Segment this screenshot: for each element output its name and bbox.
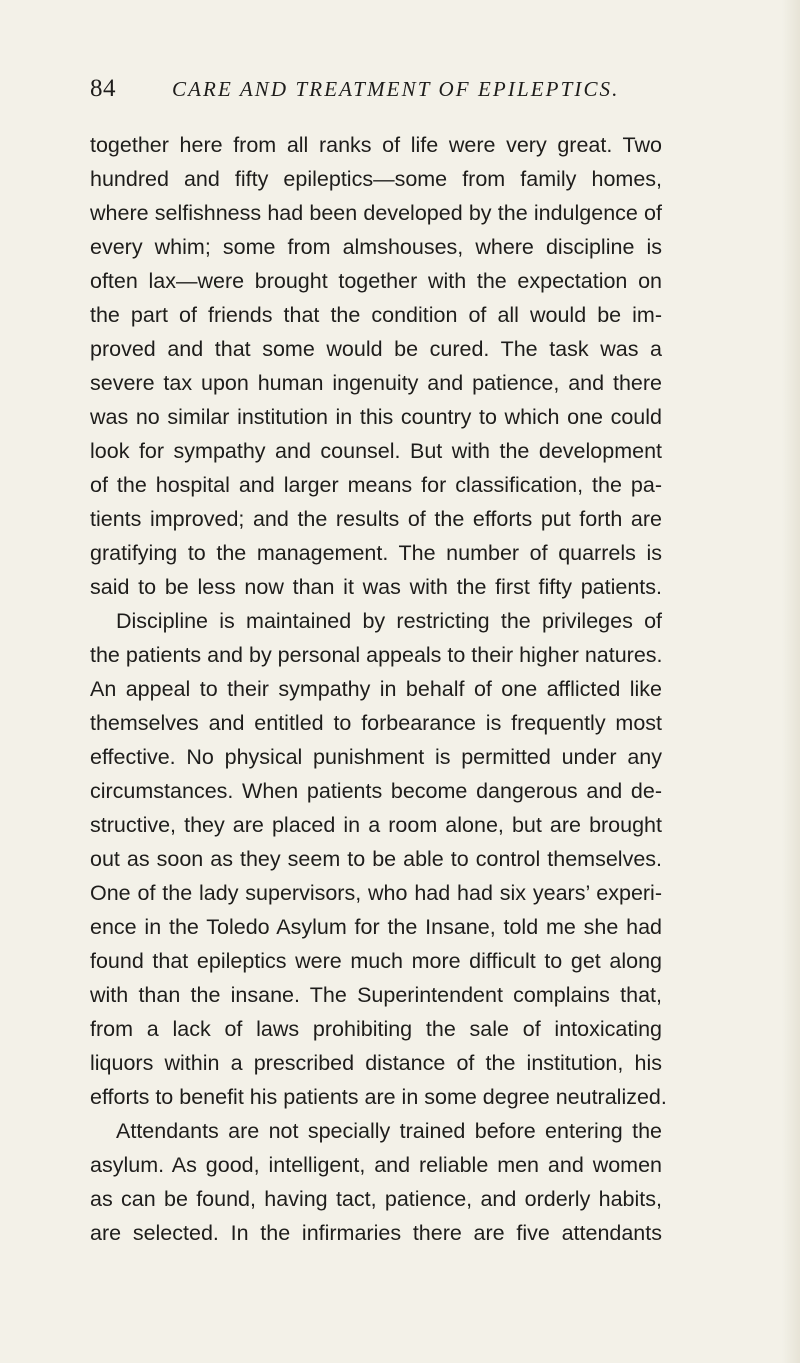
text-line: of the hospital and larger means for classification, the pa- (90, 473, 662, 497)
text-line: was no similar institution in this country to which one could (90, 405, 662, 429)
text-line: found that epileptics were much more difficult to get along (90, 949, 662, 973)
text-line: hundred and fifty epileptics—some from family homes, (90, 167, 662, 191)
text-line: out as soon as they seem to be able to control themselves. (90, 847, 662, 871)
text-line: Attendants are not specially trained before entering the (116, 1119, 662, 1143)
text-line: as can be found, having tact, patience, and orderly habits, (90, 1187, 662, 1211)
text-line: One of the lady supervisors, who had had six years’ experi- (90, 881, 662, 905)
page-header (90, 72, 665, 108)
text-line: An appeal to their sympathy in behalf of one afflicted like (90, 677, 662, 701)
text-line: said to be less now than it was with the first fifty patients. (90, 575, 662, 599)
body-text (90, 128, 667, 1250)
text-line: from a lack of laws prohibiting the sale of intoxicating (90, 1017, 662, 1041)
text-line: together here from all ranks of life were very great. Two (90, 133, 662, 157)
text-line: structive, they are placed in a room alone, but are brought (90, 813, 662, 837)
running-head: CARE AND TREATMENT OF EPILEPTICS. (172, 77, 620, 101)
text-line: look for sympathy and counsel. But with the development (90, 439, 662, 463)
text-line: with than the insane. The Superintendent complains that, (90, 983, 662, 1007)
text-line: circumstances. When patients become dangerous and de- (90, 779, 662, 803)
text-line: proved and that some would be cured. The task was a (90, 337, 662, 361)
text-line: efforts to benefit his patients are in some degree neutralized. (90, 1085, 667, 1109)
page-edge-shadow (782, 0, 800, 1363)
text-line: Discipline is maintained by restricting the privileges of (116, 609, 662, 633)
text-line: the patients and by personal appeals to their higher natures. (90, 643, 663, 667)
text-line: often lax—were brought together with the expectation on (90, 269, 662, 293)
page-number: 84 (90, 75, 116, 102)
text-line: liquors within a prescribed distance of the institution, his (90, 1051, 662, 1075)
text-line: asylum. As good, intelligent, and reliable men and women (90, 1153, 662, 1177)
text-line: are selected. In the infirmaries there are five attendants (90, 1221, 662, 1245)
text-line: effective. No physical punishment is permitted under any (90, 745, 662, 769)
text-line: gratifying to the management. The number of quarrels is (90, 541, 662, 565)
text-line: every whim; some from almshouses, where discipline is (90, 235, 662, 259)
text-line: ence in the Toledo Asylum for the Insane, told me she had (90, 915, 662, 939)
text-line: tients improved; and the results of the efforts put forth are (90, 507, 662, 531)
text-line: severe tax upon human ingenuity and patience, and there (90, 371, 662, 395)
text-line: the part of friends that the condition of all would be im- (90, 303, 662, 327)
text-line: themselves and entitled to forbearance is frequently most (90, 711, 662, 735)
text-line: where selfishness had been developed by the indulgence of (90, 201, 662, 225)
